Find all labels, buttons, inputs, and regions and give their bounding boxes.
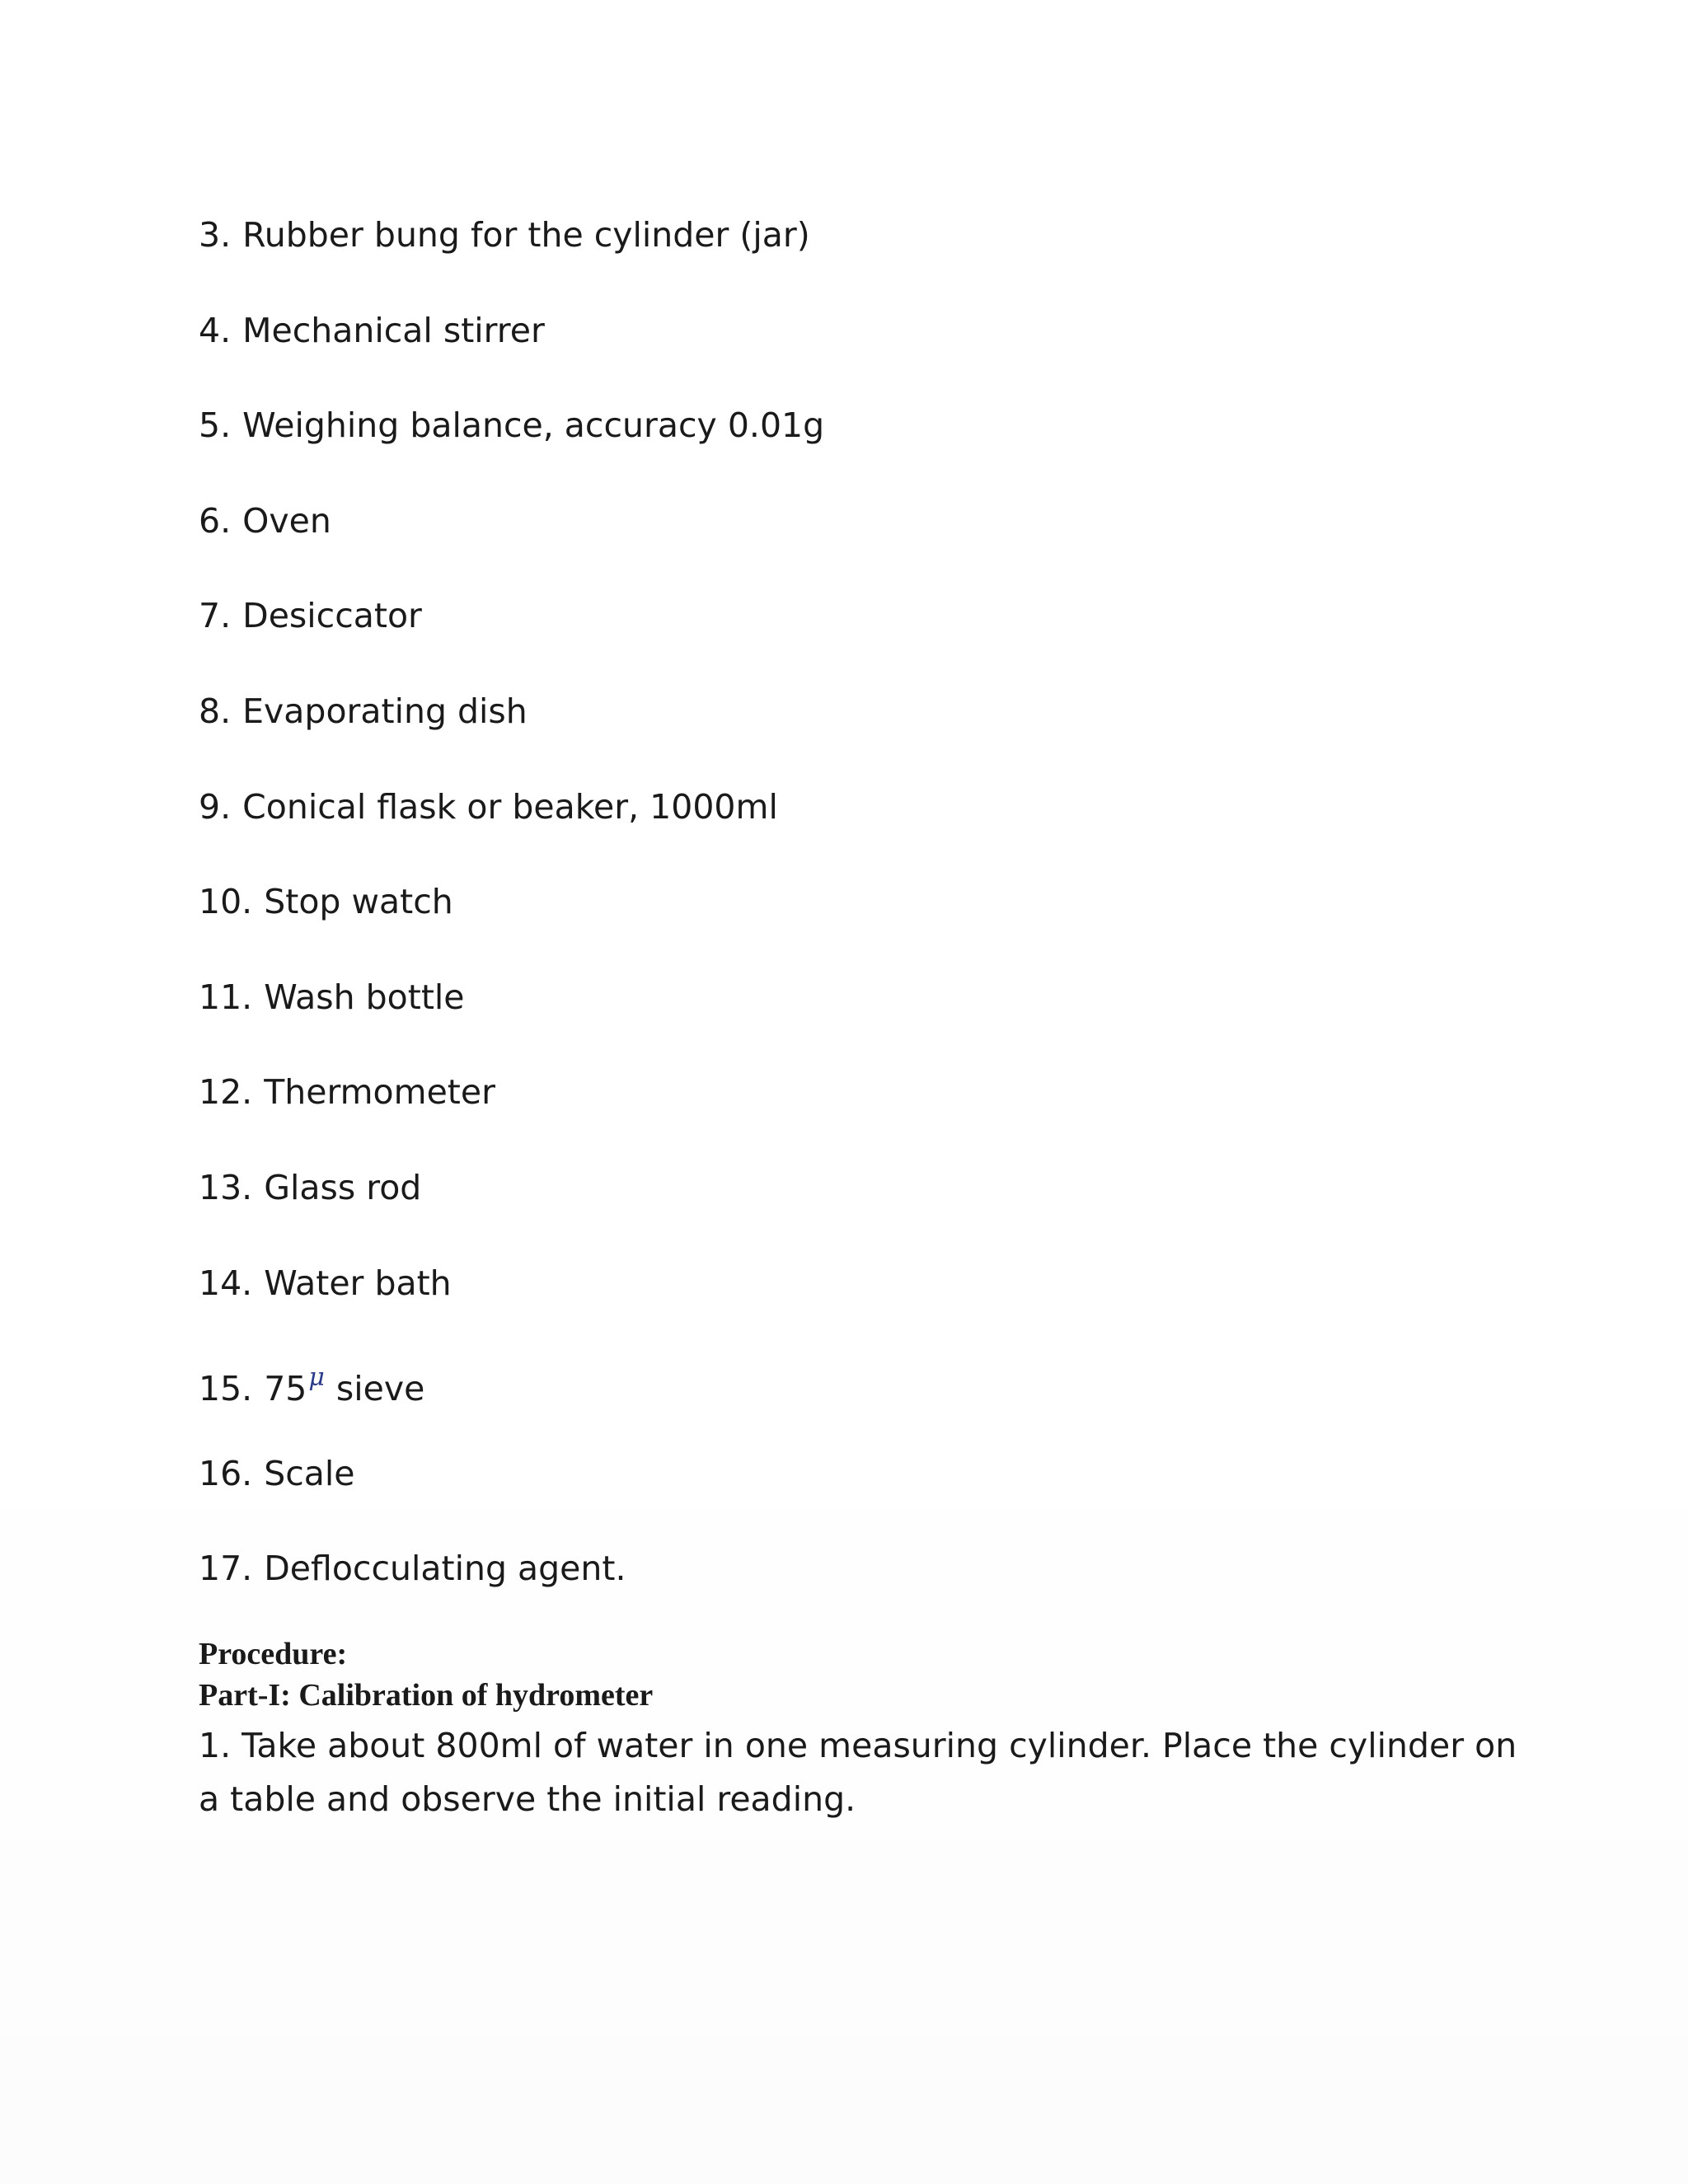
list-item-text: Wash bottle	[264, 977, 465, 1017]
page-content	[199, 206, 1534, 1826]
list-item-number: 16.	[199, 1453, 253, 1493]
list-item-text: Desiccator	[242, 596, 422, 636]
list-item	[199, 1445, 1534, 1540]
procedure-heading: Procedure:	[199, 1636, 348, 1671]
list-item-number: 12.	[199, 1072, 253, 1113]
list-item-text: Evaporating dish	[242, 691, 528, 731]
list-item	[199, 302, 1534, 397]
list-item-number: 14.	[199, 1263, 253, 1303]
list-item	[199, 587, 1534, 682]
list-item-number: 9.	[199, 786, 232, 827]
list-item-text: Weighing balance, accuracy 0.01g	[242, 405, 825, 446]
procedure-step: 1. Take about 800ml of water in one measuring cylinder. Place the cylinder on a table and observe the initial reading.	[199, 1725, 1517, 1819]
list-item	[199, 682, 1534, 778]
list-item-number: 6.	[199, 500, 232, 541]
list-item	[199, 968, 1534, 1064]
list-item-text: Water bath	[264, 1263, 452, 1303]
list-item	[199, 778, 1534, 874]
list-item	[199, 492, 1534, 588]
part-heading: Part-I: Calibration of hydrometer	[199, 1677, 654, 1713]
list-item-text-unit: sieve	[335, 1369, 425, 1409]
list-item-number: 7.	[199, 596, 232, 636]
list-item-text: Stop watch	[264, 882, 453, 922]
list-item	[199, 1349, 1534, 1445]
list-item-number: 8.	[199, 691, 232, 731]
list-item	[199, 1063, 1534, 1159]
list-item	[199, 206, 1534, 302]
list-item-text: Conical flask or beaker, 1000ml	[242, 786, 778, 827]
list-item	[199, 873, 1534, 968]
list-item-number: 3.	[199, 215, 232, 255]
list-item	[199, 1540, 1534, 1635]
list-item-number: 13.	[199, 1167, 253, 1207]
list-item-text: Rubber bung for the cylinder (jar)	[242, 215, 810, 255]
list-item-text: Mechanical stirrer	[242, 310, 545, 350]
list-item-number: 4.	[199, 310, 232, 350]
list-item	[199, 1254, 1534, 1350]
list-item	[199, 396, 1534, 492]
list-item-text: Scale	[264, 1453, 355, 1493]
list-item-text: Oven	[242, 500, 331, 541]
list-item	[199, 1159, 1534, 1254]
list-item-text-value: 75	[264, 1369, 307, 1409]
list-item-number: 5.	[199, 405, 232, 446]
list-item-text: Glass rod	[264, 1167, 422, 1207]
list-item-number: 15.	[199, 1369, 253, 1409]
list-item-text: Deflocculating agent.	[264, 1549, 626, 1589]
list-item-number: 17.	[199, 1549, 253, 1589]
micron-symbol: μ	[308, 1363, 325, 1393]
list-item-number: 10.	[199, 882, 253, 922]
list-item-text: Thermometer	[264, 1072, 495, 1113]
list-item-number: 11.	[199, 977, 253, 1017]
